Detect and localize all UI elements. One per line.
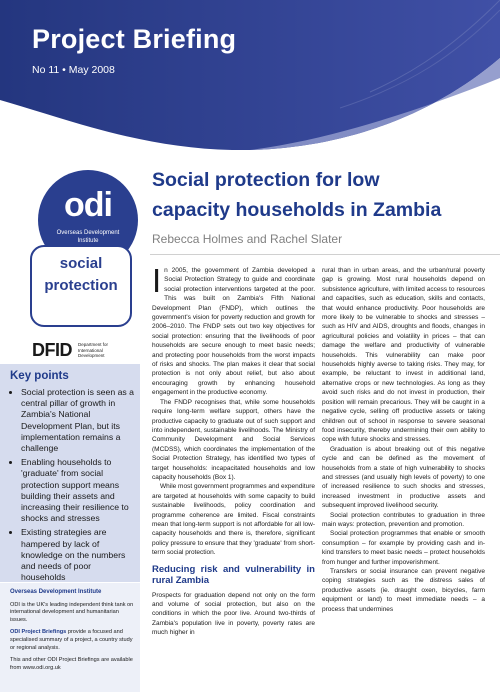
- header-banner: [0, 0, 500, 150]
- article-paragraph: Graduation is about breaking out of this negative cycle and can be defined as the movement of households from a state of high vulnerability to shocks and stresses (and usually high levels of poverty) to one of increased resilience to such shocks and stresses, increased investment in productive assets and subsequent improved livelihood security.: [322, 445, 485, 510]
- article-paragraph: rural than in urban areas, and the urban/rural poverty gap is growing. Most rural households depend on subsistence agriculture, with limited access to resources and capacities, such as education, skills and contacts, that would enhance productivity. Poor households are more likely to be vulnerable to shocks and stresses – such as HIV and AIDS, droughts and floods, changes in agricultural policies and volatility in prices – that can damage the welfare and productivity of vulnerable households. This vulnerability can make poor households highly averse to taking risks. They may, for example, be reluctant to invest in additional land, alternative crops or new technologies. As long as they avoid such risks and do not invest in production, their position will remain precarious. They will be caught in a negative cycle, selling off productive assets or taking children out of school in response to severe seasonal food insecurity, thereby undermining their own ability to cope with future shocks and stresses.: [322, 267, 485, 444]
- issue-date: No 11 • May 2008: [32, 64, 115, 76]
- key-points-box: [0, 364, 140, 582]
- odi-info-p2: [10, 629, 134, 652]
- divider: [150, 254, 500, 255]
- key-point-item: • Existing strategies are hampered by lack of knowledge on the numbers and needs of poor households: [21, 527, 134, 583]
- topic-line1: social: [59, 255, 103, 272]
- odi-logo-mark: odi: [64, 186, 112, 224]
- article-column-1: [152, 262, 315, 638]
- odi-info-p2-em: ODI Project Briefings: [10, 629, 67, 636]
- odi-info-p1: ODI is the UK's leading independent think tank on international development and humanitarian issues.: [10, 601, 134, 623]
- dfid-sub3: Development: [78, 353, 105, 359]
- article-paragraph: Transfers or social insurance can prevent negative coping strategies such as the distress sales of productive assets (ie. draught oxen, bicycles, farm equipment or land) to meet immediate needs – a process that undermines: [322, 568, 485, 613]
- dfid-sub2: International: [78, 347, 103, 353]
- key-points-title: Key points: [10, 370, 69, 382]
- odi-info-p2-rest: provide a focused and specialised summary of a project, a country study or regional analysis.: [10, 629, 133, 651]
- drop-cap: I: [152, 262, 162, 299]
- odi-logo-line1: Overseas Development: [56, 230, 120, 236]
- odi-info-heading: Overseas Development Institute: [10, 589, 102, 595]
- key-point-item: • Enabling households to 'graduate' from social protection support means building their assets and increasing their resilience to shocks and stresses: [21, 457, 134, 524]
- topic-badge: [30, 245, 132, 327]
- dfid-mark: DFID: [32, 340, 72, 360]
- article-paragraph: Prospects for graduation depend not only on the form and volume of social protection, but also on the conditions in which the poor live. Around two-thirds of Zambia's population live in poverty, poverty rates are much higher in: [152, 591, 315, 637]
- dfid-logo: [32, 340, 114, 361]
- dfid-subtext: [78, 342, 114, 359]
- article-column-2: [322, 266, 485, 614]
- article-paragraph: Social protection contributes to graduation in three main ways: protection, prevention and promotion.: [322, 511, 485, 528]
- odi-logo-text: [38, 229, 138, 245]
- article-title-line2: capacity households in Zambia: [152, 199, 442, 221]
- page-title: Project Briefing: [32, 24, 237, 54]
- article-paragraph-text: n 2005, the government of Zambia developed a Social Protection Strategy to guide and coordinate social protection interventions targeted at the poor. This was built on Zambia's Fifth National Development Plan (FNDP), which outlines the government's vision for poverty reduction and growth for 2006–2010. The FNDP sets out two key objectives for social protection: ensuring that the livelihoods of poor households are secure enough to meet basic needs; and protecting poor households from the worst impacts of risks and shocks. The plan makes it clear that social protection is not only about relief, but also about encouraging growth by enhancing household engagement in the productive economy.: [152, 267, 315, 397]
- article-paragraph: [152, 262, 315, 398]
- article-paragraph: The FNDP recognises that, while some households require long-term welfare support, others have the productive capacity to graduate out of such support and into independent, sustainable livelihoods. The Ministry of Community Development and Social Services (MCDSS), which coordinates the implementation of the Social Protection Strategy, has identified two types of target households: incapacitated households and low capacity households (Box 1).: [152, 398, 315, 481]
- section-heading: Reducing risk and vulnerability in rural Zambia: [152, 563, 315, 587]
- article-paragraph: While most government programmes and expenditure are targeted at households with some capacity to build sustainable livelihoods, policy coordination and programme coherence are limited. Fiscal constraints mean that long-term support is not affordable for all low-capacity households and there is, therefore, significant policy pressure to ensure that they 'graduate' from short-term social protection.: [152, 483, 315, 557]
- key-points-list: [10, 387, 134, 583]
- article-title: [152, 165, 441, 225]
- article-title-line1: Social protection for low: [152, 169, 380, 191]
- dfid-sub1: Department for: [78, 342, 109, 348]
- key-point-item: • Social protection is seen as a central pillar of growth in Zambia's National Development Plan, but its implementation remains a challenge: [21, 387, 134, 454]
- odi-info-box: [0, 583, 140, 692]
- article-authors: Rebecca Holmes and Rachel Slater: [152, 232, 343, 246]
- odi-info-p3: This and other ODI Project Briefings are available from www.odi.org.uk: [10, 657, 133, 671]
- topic-line2: protection: [44, 277, 118, 294]
- article-paragraph: Social protection programmes that enable or smooth consumption – for example by providing cash and in-kind transfers to meet basic needs – protect households from hunger and further impoverishment.: [322, 530, 485, 566]
- odi-logo-line2: Institute: [77, 238, 99, 244]
